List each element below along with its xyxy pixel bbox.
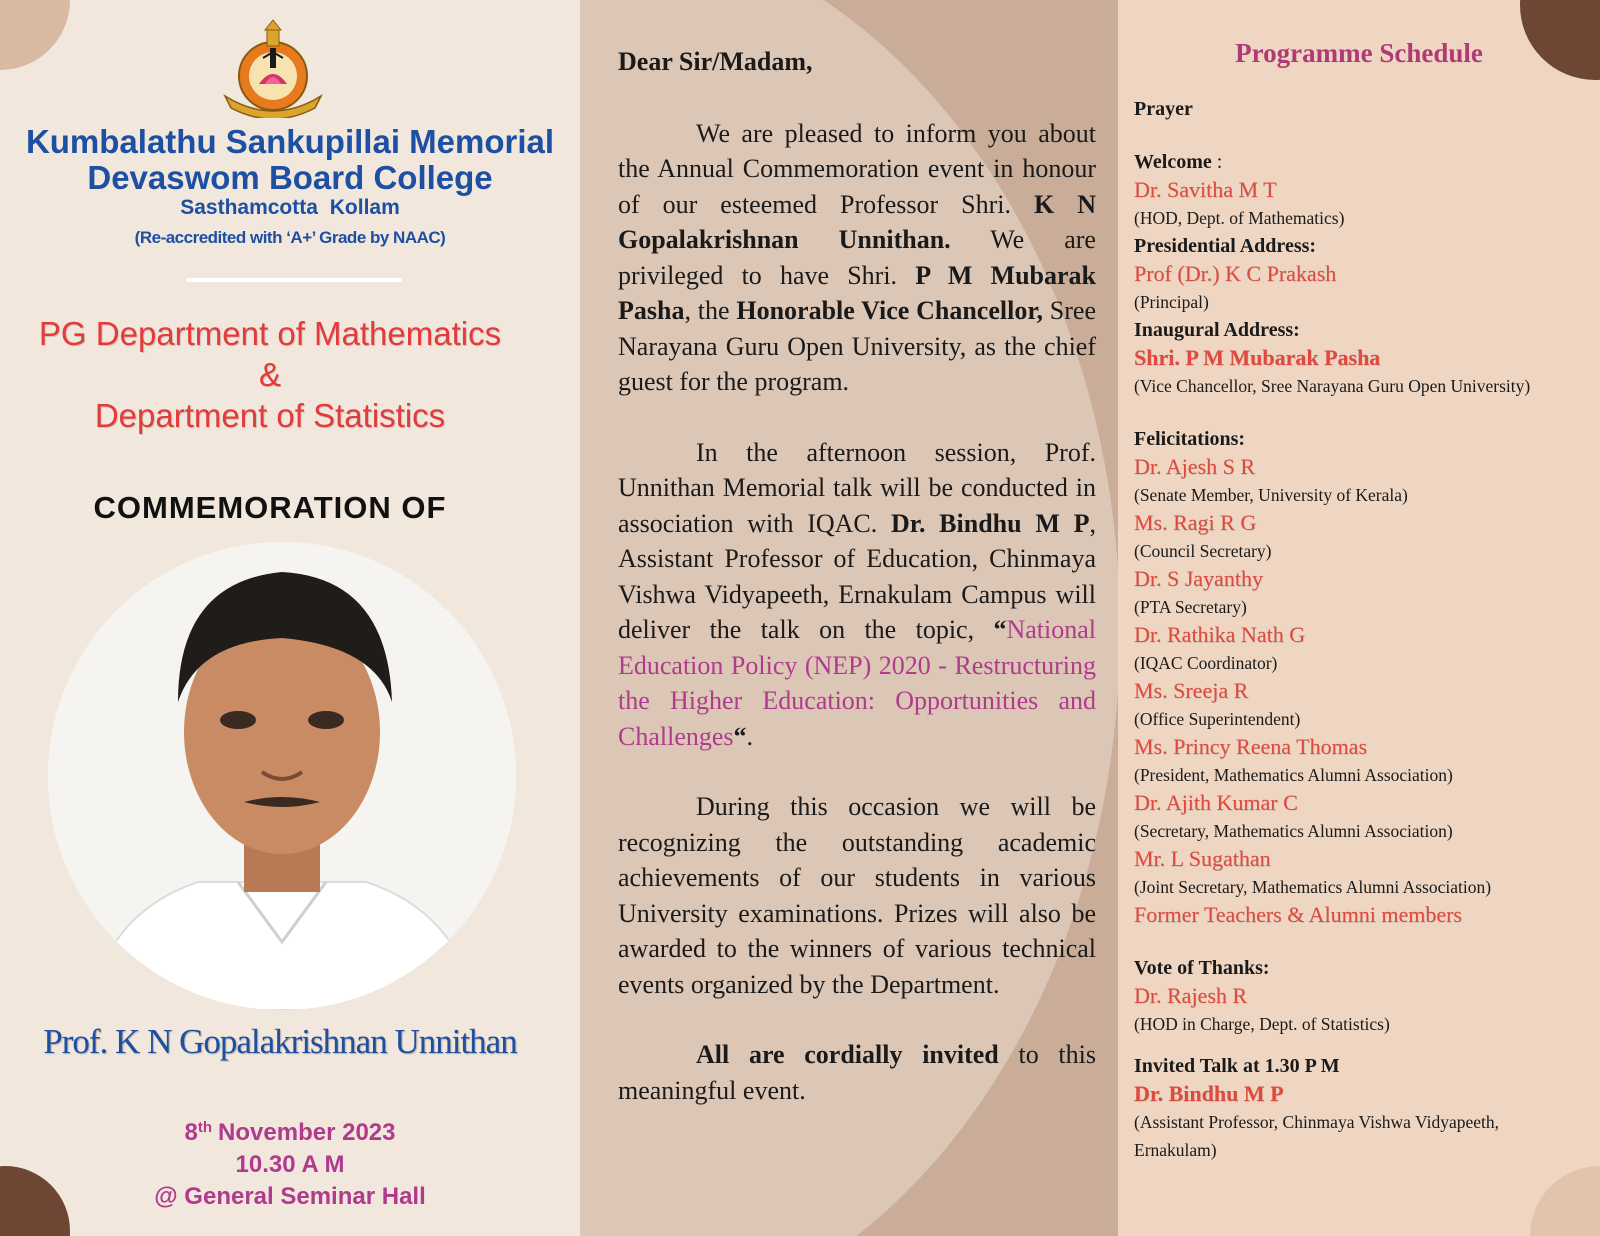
left-column bbox=[0, 0, 580, 1236]
p4-invite: All are cordially invited bbox=[696, 1040, 999, 1069]
event-day-suffix: th bbox=[197, 1119, 213, 1136]
felicitation-role: (PTA Secretary) bbox=[1134, 597, 1247, 617]
spacer bbox=[1134, 400, 1584, 425]
inaugural-heading: Inaugural Address: bbox=[1134, 319, 1300, 341]
welcome-speaker: Dr. Savitha M T bbox=[1134, 177, 1277, 202]
spacer bbox=[1134, 929, 1584, 954]
invitation-letter bbox=[618, 44, 1096, 1108]
vote-of-thanks-heading: Vote of Thanks: bbox=[1134, 957, 1270, 979]
spacer bbox=[618, 754, 1096, 789]
event-details bbox=[0, 1112, 580, 1213]
welcome-role: (HOD, Dept. of Mathematics) bbox=[1134, 208, 1345, 228]
vote-of-thanks-speaker: Dr. Rajesh R bbox=[1134, 983, 1248, 1008]
p2-close-quote: “ bbox=[733, 721, 747, 751]
department-line1: PG Department of Mathematics bbox=[38, 315, 502, 352]
spacer bbox=[1134, 1038, 1584, 1052]
felicitation-name: Mr. L Sugathan bbox=[1134, 846, 1271, 871]
event-day: 8 bbox=[184, 1119, 198, 1146]
welcome-heading bbox=[1134, 148, 1584, 176]
felicitation-name: Dr. Rathika Nath G bbox=[1134, 622, 1306, 647]
college-name-line2: Devaswom Board College bbox=[87, 159, 493, 196]
event-month-year: November 2023 bbox=[218, 1119, 396, 1146]
felicitation-role: (Joint Secretary, Mathematics Alumni Association) bbox=[1134, 877, 1492, 897]
schedule-title: Programme Schedule bbox=[1235, 38, 1483, 68]
programme-schedule bbox=[1134, 38, 1584, 1164]
vote-of-thanks-role: (HOD in Charge, Dept. of Statistics) bbox=[1134, 1014, 1390, 1034]
letter-paragraph-1 bbox=[618, 116, 1096, 400]
commemoration-heading: COMMEMORATION OF bbox=[93, 490, 447, 525]
felicitation-role: (Office Superintendent) bbox=[1134, 709, 1301, 729]
welcome-label: Welcome bbox=[1134, 151, 1212, 173]
letter-paragraph-3: During this occasion we will be recognizing the outstanding academic achievements of our students in various University examinations. Prizes will also be awarded to the winners of various technical events organized by the Department. bbox=[618, 792, 1096, 999]
honoree-portrait bbox=[48, 542, 516, 1010]
honoree-name: Prof. K N Gopalakrishnan Unnithan bbox=[43, 1022, 517, 1061]
presidential-speaker: Prof (Dr.) K C Prakash bbox=[1134, 261, 1337, 286]
p2-text-c: , Assistant Professor of Education, Chinmaya Vishwa Vidyapeeth, Ernakulam Campus will deliver the talk on the topic, bbox=[618, 508, 1096, 644]
invited-talk-heading: Invited Talk at 1.30 P M bbox=[1134, 1055, 1340, 1077]
felicitation-name: Ms. Princy Reena Thomas bbox=[1134, 734, 1368, 759]
salutation: Dear Sir/Madam, bbox=[618, 47, 813, 76]
corner-decoration bbox=[1530, 1166, 1600, 1236]
accreditation-note: (Re-accredited with ‘A+’ Grade by NAAC) bbox=[134, 228, 446, 247]
inaugural-speaker: Shri. P M Mubarak Pasha bbox=[1134, 345, 1381, 370]
college-name-line1: Kumbalathu Sankupillai Memorial bbox=[25, 123, 555, 160]
felicitation-name: Dr. Ajesh S R bbox=[1134, 454, 1256, 479]
presidential-heading: Presidential Address: bbox=[1134, 235, 1317, 257]
talk-topic: National Education Policy (NEP) 2020 - Restructuring the Higher Education: Opportunities and Challenges bbox=[618, 615, 1096, 751]
p1-chief-guest: P M Mubarak Pasha bbox=[618, 260, 1096, 325]
event-date bbox=[0, 1112, 580, 1149]
department-heading bbox=[0, 313, 540, 436]
college-logo-icon bbox=[215, 18, 331, 118]
divider bbox=[186, 278, 402, 282]
felicitation-name: Ms. Sreeja R bbox=[1134, 678, 1249, 703]
welcome-colon: : bbox=[1211, 151, 1223, 173]
p2-text-a: In the afternoon session, Prof. Unnithan Memorial talk will be conducted in association with IQAC. bbox=[618, 437, 1096, 538]
letter-paragraph-4 bbox=[618, 1037, 1096, 1108]
department-ampersand: & bbox=[258, 356, 281, 393]
felicitation-role: (IQAC Coordinator) bbox=[1134, 653, 1278, 673]
spacer bbox=[618, 1002, 1096, 1037]
felicitation-role: (Senate Member, University of Kerala) bbox=[1134, 485, 1408, 505]
presidential-role: (Principal) bbox=[1134, 292, 1209, 312]
felicitation-role: (Secretary, Mathematics Alumni Association) bbox=[1134, 821, 1453, 841]
p1-text-g: Sree Narayana Guru Open University, as the chief guest for the program. bbox=[618, 296, 1096, 396]
college-location: Sasthamcotta Kollam bbox=[180, 196, 400, 219]
felicitation-name: Dr. S Jayanthy bbox=[1134, 566, 1263, 591]
invited-talk-role-line1: (Assistant Professor, Chinmaya Vishwa Vidyapeeth, bbox=[1134, 1112, 1499, 1132]
inaugural-role: (Vice Chancellor, Sree Narayana Guru Open University) bbox=[1134, 376, 1531, 396]
event-venue: @ General Seminar Hall bbox=[154, 1183, 426, 1210]
letter-paragraph-2 bbox=[618, 435, 1096, 755]
felicitation-name: Dr. Ajith Kumar C bbox=[1134, 790, 1298, 815]
p1-title: Honorable Vice Chancellor, bbox=[736, 296, 1043, 325]
p2-end: . bbox=[746, 721, 754, 751]
invited-talk-speaker: Dr. Bindhu M P bbox=[1134, 1081, 1284, 1106]
p2-open-quote: “ bbox=[993, 615, 1007, 644]
felicitations-list bbox=[1134, 453, 1584, 929]
p1-honoree: K N Gopalakrishnan Unnithan. bbox=[618, 189, 1096, 254]
p2-speaker: Dr. Bindhu M P bbox=[891, 508, 1090, 538]
event-time: 10.30 A M bbox=[235, 1151, 345, 1178]
felicitation-role: (Council Secretary) bbox=[1134, 541, 1272, 561]
portrait-illustration bbox=[48, 542, 516, 1010]
former-members: Former Teachers & Alumni members bbox=[1134, 902, 1462, 927]
spacer bbox=[1134, 123, 1584, 148]
p1-text-c: We are privileged to have Shri. bbox=[618, 225, 1096, 290]
p1-text-a: We are pleased to inform you about the Annual Commemoration event in honour of our esteemed Professor Shri. bbox=[618, 118, 1096, 219]
college-name bbox=[0, 124, 580, 196]
felicitation-role: (President, Mathematics Alumni Association) bbox=[1134, 765, 1453, 785]
p1-text-e: , the bbox=[684, 296, 737, 325]
invited-talk-role-line2: Ernakulam) bbox=[1134, 1140, 1217, 1160]
spacer bbox=[618, 400, 1096, 435]
felicitations-heading: Felicitations: bbox=[1134, 428, 1246, 450]
department-line2: Department of Statistics bbox=[94, 397, 446, 434]
schedule-prayer: Prayer bbox=[1134, 98, 1193, 120]
felicitation-name: Ms. Ragi R G bbox=[1134, 510, 1257, 535]
p4-text: to this meaningful event. bbox=[618, 1040, 1096, 1105]
